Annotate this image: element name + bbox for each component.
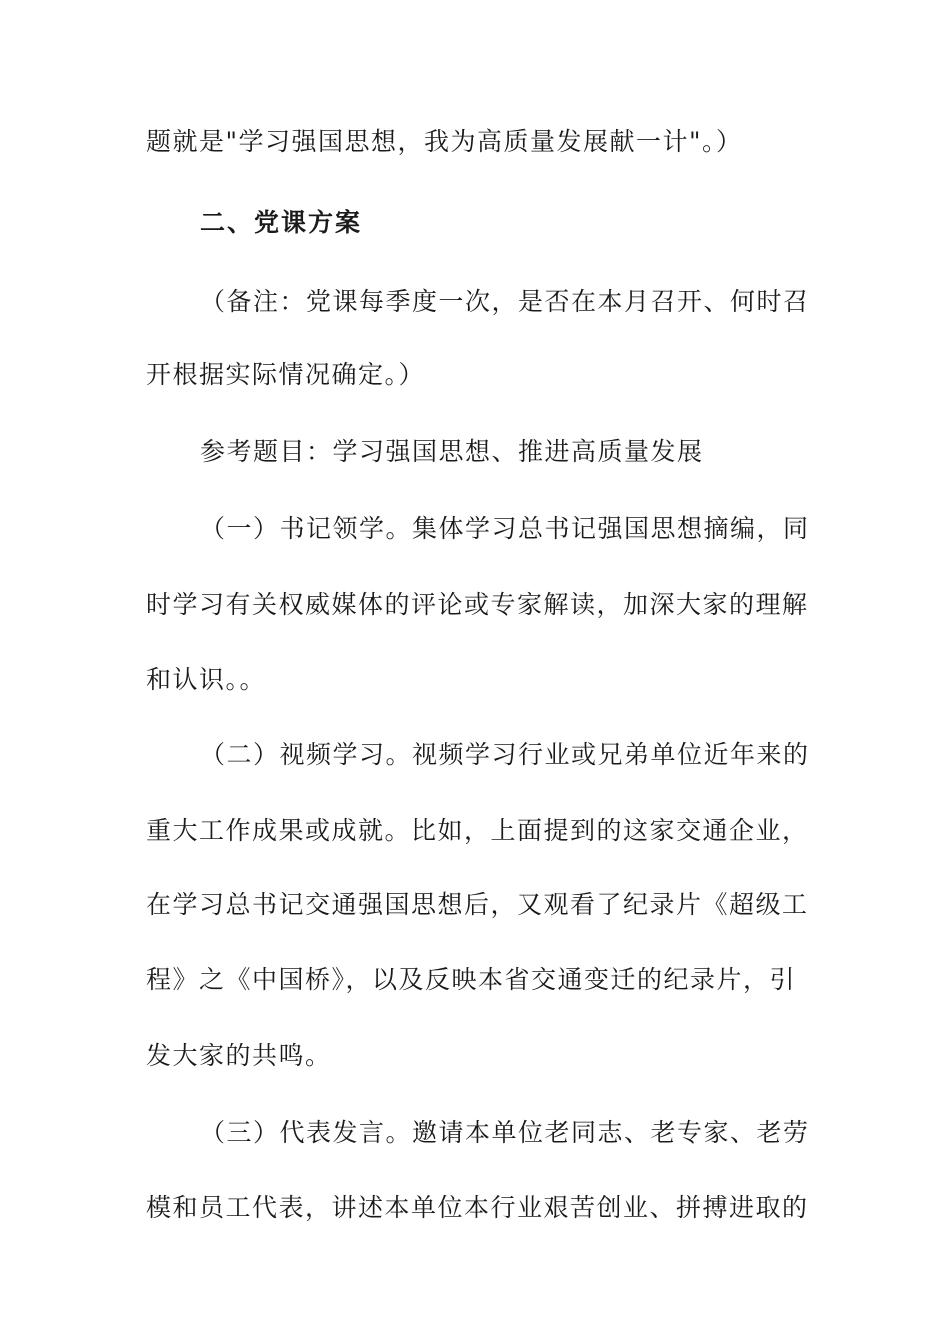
paragraph-line: 和认识。。 (146, 665, 267, 694)
paragraph-line: 程》之《中国桥》，以及反映本省交通变迁的纪录片，引 (146, 965, 797, 994)
paragraph-line: （三）代表发言。邀请本单位老同志、老专家、老劳 (200, 1118, 810, 1147)
section-heading: 二、党课方案 (200, 208, 363, 237)
paragraph-line: （一）书记领学。集体学习总书记强国思想摘编，同 (200, 514, 810, 543)
paragraph-line: 重大工作成果或成就。比如，上面提到的这家交通企业， (146, 816, 809, 845)
paragraph-line: （二）视频学习。视频学习行业或兄弟单位近年来的 (200, 740, 810, 769)
paragraph-line: 开根据实际情况确定。） (146, 360, 426, 389)
paragraph-line: 题就是"学习强国思想，我为高质量发展献一计"。） (146, 127, 743, 156)
paragraph-line: （备注：党课每季度一次，是否在本月召开、何时召 (200, 287, 810, 316)
paragraph-line: 参考题目：学习强国思想、推进高质量发展 (200, 437, 704, 466)
paragraph-line: 发大家的共鸣。 (146, 1041, 332, 1070)
paragraph-line: 在学习总书记交通强国思想后，又观看了纪录片《超级工 (146, 890, 809, 919)
paragraph-line: 模和员工代表，讲述本单位本行业艰苦创业、拼搏进取的 (146, 1193, 809, 1222)
paragraph-line: 时学习有关权威媒体的评论或专家解读，加深大家的理解 (146, 590, 809, 619)
